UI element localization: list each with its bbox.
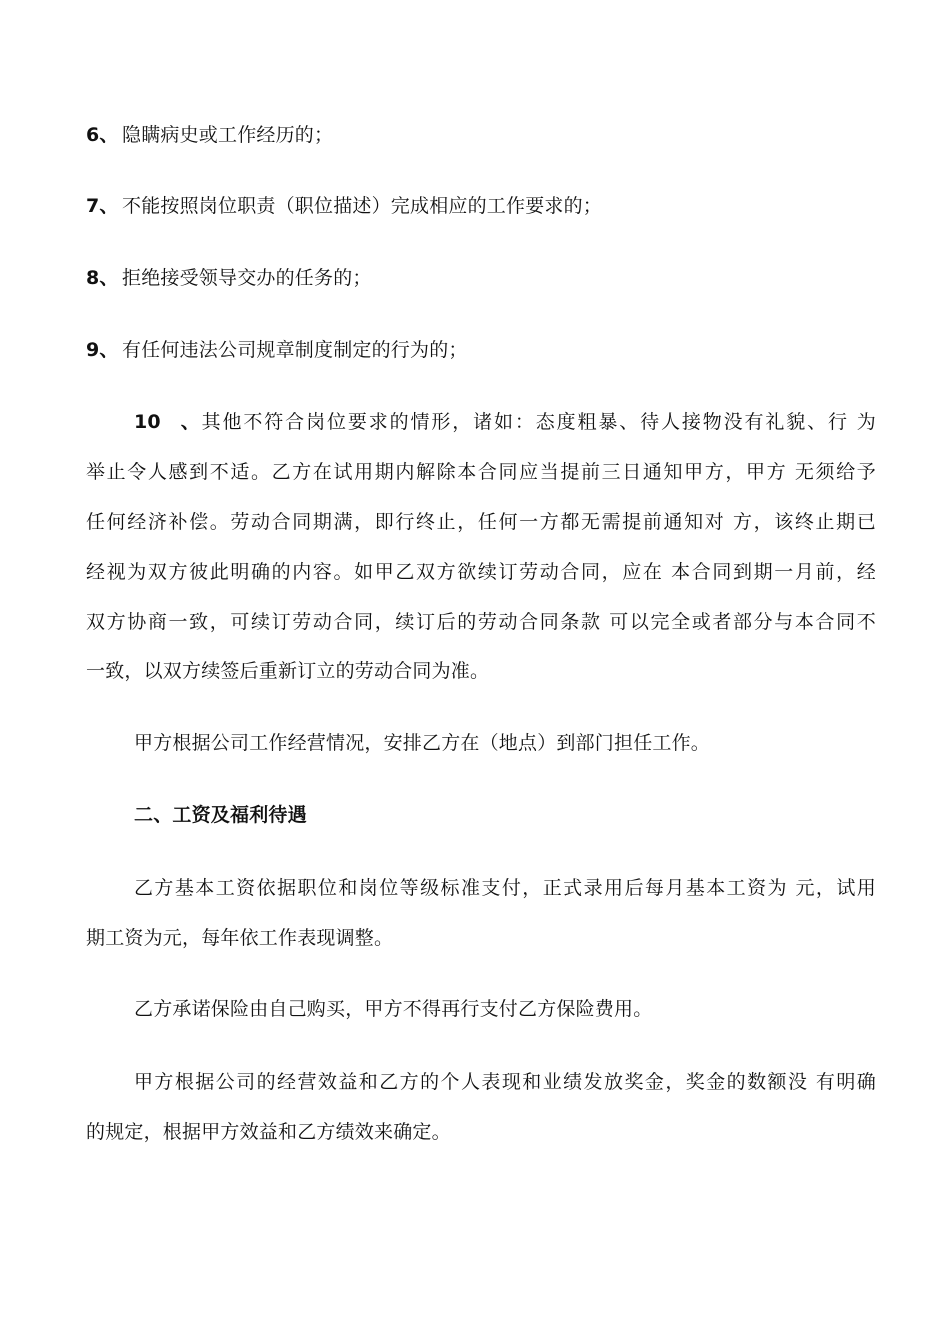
work-location-paragraph: 甲方根据公司工作经营情况，安排乙方在（地点）到部门担任工作。 [134,732,711,754]
item-text-line: 其他不符合岗位要求的情形，诸如：态度粗暴、待人接物没有礼貌、行 为 [200,411,876,433]
paragraph-line: 双方协商一致，可续订劳动合同，续订后的劳动合同条款 可以完全或者部分与本合同不 [86,611,876,633]
list-item-9 [86,338,876,362]
section-heading: 二、工资及福利待遇 [134,804,307,826]
paragraph-line: 一致，以双方续签后重新订立的劳动合同为准。 [86,660,490,682]
salary-paragraph-line: 期工资为元，每年依工作表现调整。 [86,927,394,949]
list-item-7 [86,194,876,218]
item-text: 隐瞒病史或工作经历的； [122,124,334,146]
list-item-6 [86,123,876,147]
list-item-8 [86,266,876,290]
item-number: 10、 [134,411,200,433]
list-item-10 [134,410,876,434]
insurance-paragraph: 乙方承诺保险由自己购买，甲方不得再行支付乙方保险费用。 [134,998,653,1020]
item-text: 有任何违法公司规章制度制定的行为的； [122,339,468,361]
item-text: 拒绝接受领导交办的任务的； [122,267,372,289]
salary-paragraph-line: 乙方基本工资依据职位和岗位等级标准支付，正式录用后每月基本工资为 元，试用 [134,877,876,899]
item-number: 7、 [86,195,119,217]
item-number: 9、 [86,339,119,361]
paragraph-line: 任何经济补偿。劳动合同期满，即行终止，任何一方都无需提前通知对 方，该终止期已 [86,511,876,533]
paragraph-line: 经视为双方彼此明确的内容。如甲乙双方欲续订劳动合同，应在 本合同到期一月前，经 [86,561,876,583]
paragraph-line: 举止令人感到不适。乙方在试用期内解除本合同应当提前三日通知甲方，甲方 无须给予 [86,461,876,483]
bonus-paragraph-line: 的规定，根据甲方效益和乙方绩效来确定。 [86,1121,451,1143]
item-number: 6、 [86,124,119,146]
item-number: 8、 [86,267,119,289]
bonus-paragraph-line: 甲方根据公司的经营效益和乙方的个人表现和业绩发放奖金，奖金的数额没 有明确 [134,1071,876,1093]
item-text: 不能按照岗位职责（职位描述）完成相应的工作要求的； [122,195,603,217]
